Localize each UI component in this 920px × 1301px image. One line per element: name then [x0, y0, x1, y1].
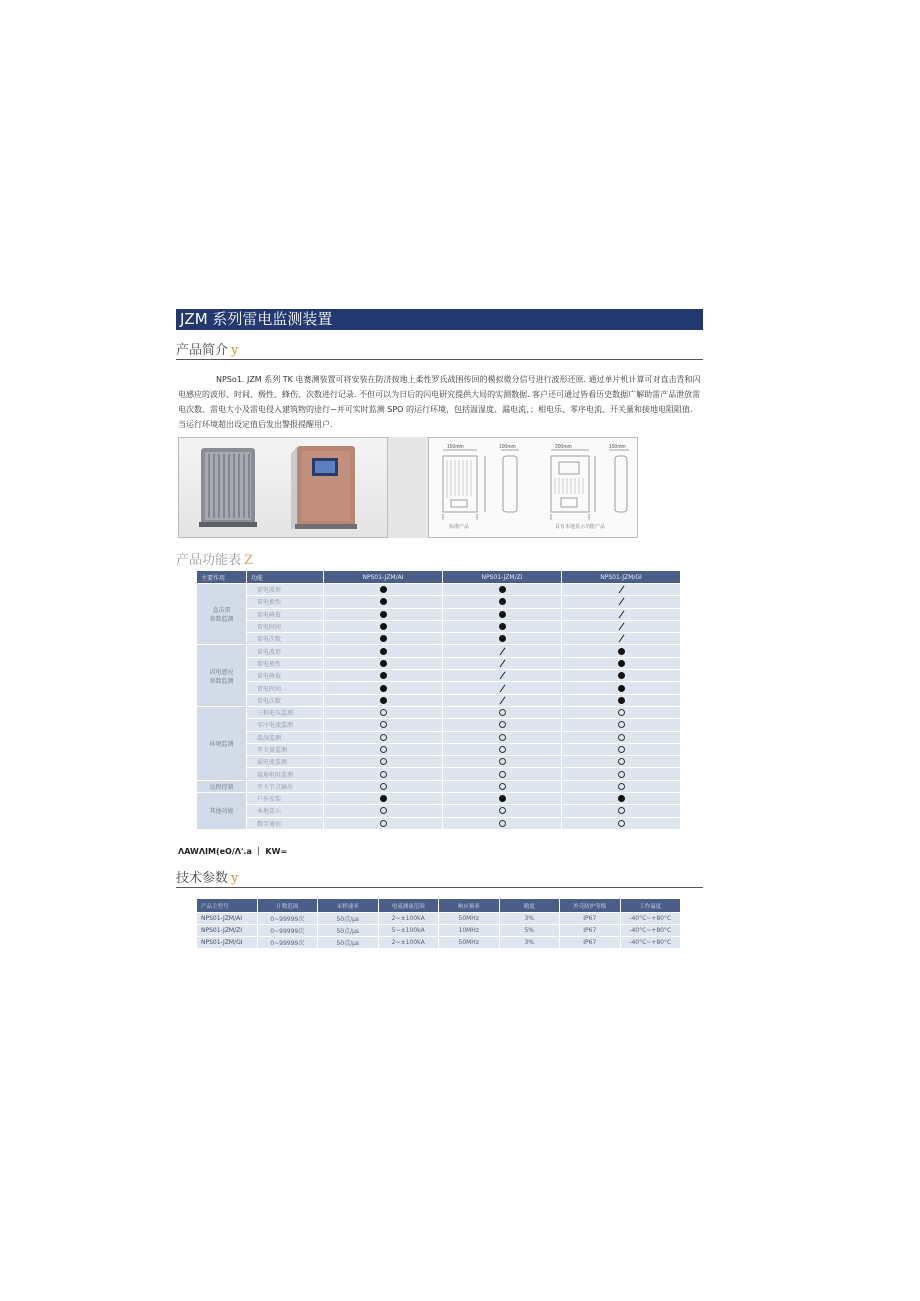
slash-symbol: [618, 611, 625, 618]
support-cell: [324, 768, 443, 780]
column-header: NPS01-JZM/GI: [562, 571, 681, 584]
support-cell: [443, 645, 562, 657]
dot-symbol: [618, 685, 625, 692]
support-cell: [324, 657, 443, 669]
column-header: NPS01-JZM/ZI: [443, 571, 562, 584]
slash-symbol: [499, 672, 506, 679]
ring-symbol: [618, 721, 625, 728]
slash-symbol: [499, 697, 506, 704]
table-cell: 50MHz: [439, 913, 500, 925]
table-row: [197, 584, 681, 596]
support-cell: [562, 719, 681, 731]
ring-symbol: [380, 820, 387, 827]
slash-symbol: [618, 598, 625, 605]
group-cell: 闪电感应 参数监测: [197, 645, 247, 706]
support-cell: [443, 817, 562, 829]
table-row: [197, 805, 681, 817]
support-cell: [562, 682, 681, 694]
section-mark: Z: [244, 553, 254, 568]
section-mark: y: [231, 343, 239, 358]
table-row: [197, 743, 681, 755]
support-cell: [562, 608, 681, 620]
ring-symbol: [499, 746, 506, 753]
function-table: [196, 570, 681, 830]
function-cell: 雷电波形: [247, 645, 324, 657]
support-cell: [562, 596, 681, 608]
support-cell: [562, 706, 681, 718]
intro-text: NPSo1. JZM 系列 TK 电赛测装置可将安装在防济按地上柔性罗氏战围传回的模拟微分信号进行波形还原. 通过单片机计算可对直击青和闪电感应的波形、时间、极性、蜂伤、次数进行记录. 不但可以为日后的闪电研究提供大局的实测数据. 客户还可通过皆看历史数据广解助雷产品泄放雷电次数、雷电大小及雷电侵入建筑物的途行~并可实时监测 SPO 的运行环境，包括温湿度、漏电流、；相电乐、零序电流、开关量和接地电阻阻值. 当运行环境超出设定值后发出警报提醒用户.: [178, 375, 701, 429]
support-cell: [562, 633, 681, 645]
support-cell: [324, 633, 443, 645]
support-cell: [324, 694, 443, 706]
dot-symbol: [380, 598, 387, 605]
column-header: 采样速率: [318, 899, 379, 913]
section-label: 技术参数: [176, 871, 229, 886]
table-row: [197, 694, 681, 706]
function-cell: 本地显示: [247, 805, 324, 817]
ring-symbol: [618, 746, 625, 753]
table-cell: 50点/μs: [318, 925, 379, 937]
dimension-label: 200mm: [555, 444, 572, 450]
support-cell: [324, 756, 443, 768]
group-cell: 其他功能: [197, 793, 247, 830]
support-cell: [443, 743, 562, 755]
table-cell: IP67: [560, 925, 621, 937]
dot-symbol: [618, 697, 625, 704]
dimension-label: 150mm: [447, 444, 464, 450]
dot-symbol: [380, 648, 387, 655]
support-cell: [324, 719, 443, 731]
spec-table: [196, 898, 681, 949]
dot-symbol: [380, 660, 387, 667]
column-header: 外壳防护等级: [560, 899, 621, 913]
support-cell: [324, 608, 443, 620]
function-cell: 雷电峰值: [247, 608, 324, 620]
table-cell: -40°C~+80°C: [620, 913, 681, 925]
ring-symbol: [380, 709, 387, 716]
product-photo-image: [179, 438, 387, 537]
support-cell: [443, 706, 562, 718]
dimension-label: 100mm: [499, 444, 516, 450]
table-cell: NPS01-JZM/GI: [197, 937, 258, 949]
ring-symbol: [380, 721, 387, 728]
function-cell: 接地电阻监测: [247, 768, 324, 780]
support-cell: [443, 780, 562, 792]
table-cell: -40°C~+80°C: [620, 937, 681, 949]
ring-symbol: [499, 783, 506, 790]
table-cell: 3%: [499, 913, 560, 925]
table-row: [197, 682, 681, 694]
support-cell: [562, 743, 681, 755]
slash-symbol: [618, 623, 625, 630]
dot-symbol: [618, 648, 625, 655]
table-row: [197, 913, 681, 925]
drawing-caption-left: 标准产品: [449, 524, 470, 530]
table-cell: NPS01-JZM/AI: [197, 913, 258, 925]
ring-symbol: [380, 807, 387, 814]
support-cell: [443, 731, 562, 743]
table-row: [197, 608, 681, 620]
table-cell: 50点/μs: [318, 913, 379, 925]
function-cell: 雷电波形: [247, 584, 324, 596]
slash-symbol: [618, 635, 625, 642]
dot-symbol: [380, 685, 387, 692]
table-cell: 0~99999次: [257, 937, 318, 949]
table-row: [197, 937, 681, 949]
table-row: [197, 633, 681, 645]
support-cell: [324, 780, 443, 792]
table-row: [197, 925, 681, 937]
dimension-drawing-image: [429, 438, 637, 537]
ring-symbol: [499, 820, 506, 827]
ring-symbol: [618, 758, 625, 765]
function-cell: 雷电极性: [247, 596, 324, 608]
group-cell: 远程控制: [197, 780, 247, 792]
dot-symbol: [380, 623, 387, 630]
support-cell: [562, 817, 681, 829]
support-cell: [562, 780, 681, 792]
dot-symbol: [499, 635, 506, 642]
support-cell: [443, 682, 562, 694]
column-header: 产品主型号: [197, 899, 258, 913]
table-row: [197, 596, 681, 608]
drawing-caption-right: 具有本地显示功能产品: [555, 524, 606, 530]
support-cell: [324, 682, 443, 694]
table-cell: IP67: [560, 913, 621, 925]
section-heading-intro: [176, 343, 703, 360]
dot-symbol: [380, 672, 387, 679]
table-row: [197, 620, 681, 632]
ring-symbol: [499, 709, 506, 716]
column-header: 精度: [499, 899, 560, 913]
support-cell: [443, 719, 562, 731]
table-cell: 3%: [499, 937, 560, 949]
section-heading-functions: [176, 553, 268, 569]
support-cell: [443, 608, 562, 620]
support-cell: [324, 596, 443, 608]
support-cell: [562, 793, 681, 805]
slash-symbol: [499, 648, 506, 655]
dot-symbol: [499, 611, 506, 618]
table-row: [197, 768, 681, 780]
ring-symbol: [618, 709, 625, 716]
dot-symbol: [380, 586, 387, 593]
dot-symbol: [380, 635, 387, 642]
support-cell: [324, 645, 443, 657]
table-row: [197, 719, 681, 731]
support-cell: [562, 731, 681, 743]
table-cell: -40°C~+80°C: [620, 925, 681, 937]
dimension-label: 150mm: [609, 444, 626, 450]
dot-symbol: [618, 795, 625, 802]
table-row: [197, 780, 681, 792]
dot-symbol: [380, 611, 387, 618]
support-cell: [443, 584, 562, 596]
dot-symbol: [499, 623, 506, 630]
dot-symbol: [618, 672, 625, 679]
dot-symbol: [499, 586, 506, 593]
function-table-header: [197, 571, 681, 584]
support-cell: [562, 670, 681, 682]
function-cell: 数字通信: [247, 817, 324, 829]
photo-divider: [388, 437, 428, 538]
table-row: [197, 817, 681, 829]
dimension-drawings: [428, 437, 638, 538]
table-row: [197, 731, 681, 743]
section-mark: y: [231, 871, 239, 886]
table-cell: IP67: [560, 937, 621, 949]
table-cell: 50MHz: [439, 937, 500, 949]
table-cell: 10MHz: [439, 925, 500, 937]
support-cell: [443, 596, 562, 608]
support-cell: [324, 706, 443, 718]
ring-symbol: [380, 734, 387, 741]
intro-paragraph: [178, 372, 703, 432]
table-row: [197, 645, 681, 657]
function-cell: 雷电峰值: [247, 670, 324, 682]
column-header: 电流测量范围: [378, 899, 439, 913]
function-cell: 零序电流监测: [247, 719, 324, 731]
support-cell: [443, 694, 562, 706]
column-header: 计数范围: [257, 899, 318, 913]
group-cell: 直击雷 参数监测: [197, 584, 247, 645]
support-cell: [324, 584, 443, 596]
ring-symbol: [499, 734, 506, 741]
ring-symbol: [499, 758, 506, 765]
dot-symbol: [380, 795, 387, 802]
spec-table-header: [197, 899, 681, 913]
dot-symbol: [618, 660, 625, 667]
table-row: [197, 793, 681, 805]
support-cell: [562, 657, 681, 669]
table-cell: 5%: [499, 925, 560, 937]
table-cell: 0~99999次: [257, 925, 318, 937]
support-cell: [562, 805, 681, 817]
table-cell: 50点/μs: [318, 937, 379, 949]
legend-text: ΛAWΛIM(eO/Λ'.a ｜ KW=: [178, 847, 288, 856]
section-heading-specs: [176, 871, 703, 888]
column-header: NPS01-JZM/AI: [324, 571, 443, 584]
ring-symbol: [618, 807, 625, 814]
column-header: 主要作用: [197, 571, 247, 584]
support-cell: [562, 584, 681, 596]
group-cell: 环境监测: [197, 706, 247, 780]
function-cell: 雷电次数: [247, 633, 324, 645]
function-cell: 雷电时间: [247, 620, 324, 632]
ring-symbol: [618, 734, 625, 741]
support-cell: [443, 633, 562, 645]
support-cell: [562, 756, 681, 768]
table-row: [197, 756, 681, 768]
support-cell: [324, 805, 443, 817]
support-cell: [562, 620, 681, 632]
ring-symbol: [380, 771, 387, 778]
support-cell: [324, 731, 443, 743]
function-cell: 户外安装: [247, 793, 324, 805]
table-cell: 2~±100kA: [378, 937, 439, 949]
support-cell: [562, 768, 681, 780]
ring-symbol: [380, 783, 387, 790]
ring-symbol: [499, 807, 506, 814]
table-row: [197, 670, 681, 682]
support-cell: [324, 743, 443, 755]
support-cell: [324, 620, 443, 632]
ring-symbol: [499, 771, 506, 778]
function-cell: 雷电时间: [247, 682, 324, 694]
support-cell: [443, 756, 562, 768]
support-cell: [443, 670, 562, 682]
support-cell: [443, 620, 562, 632]
function-cell: 雷电极性: [247, 657, 324, 669]
support-cell: [324, 817, 443, 829]
slash-symbol: [499, 660, 506, 667]
ring-symbol: [380, 746, 387, 753]
support-cell: [443, 793, 562, 805]
function-cell: 温湿监测: [247, 731, 324, 743]
table-cell: NPS01-JZM/ZI: [197, 925, 258, 937]
function-cell: 雷电次数: [247, 694, 324, 706]
function-cell: 开关节点输出: [247, 780, 324, 792]
ring-symbol: [618, 783, 625, 790]
ring-symbol: [618, 771, 625, 778]
support-cell: [443, 805, 562, 817]
product-photos: [178, 437, 388, 538]
function-table-body: [197, 584, 681, 830]
column-header: 工作温度: [620, 899, 681, 913]
column-header: 功能: [247, 571, 324, 584]
support-cell: [443, 657, 562, 669]
page-title: JZM 系列雷电监测装置: [176, 309, 703, 330]
dot-symbol: [499, 795, 506, 802]
slash-symbol: [499, 685, 506, 692]
table-cell: 5~±100kA: [378, 925, 439, 937]
table-row: [197, 657, 681, 669]
section-label: 产品功能表: [176, 553, 242, 568]
support-cell: [562, 645, 681, 657]
support-cell: [324, 670, 443, 682]
dot-symbol: [380, 697, 387, 704]
table-row: [197, 706, 681, 718]
support-cell: [324, 793, 443, 805]
function-cell: 漏电流监测: [247, 756, 324, 768]
ring-symbol: [499, 721, 506, 728]
ring-symbol: [380, 758, 387, 765]
spec-table-body: [197, 913, 681, 949]
table-cell: 2~±100kA: [378, 913, 439, 925]
function-cell: 开关量监测: [247, 743, 324, 755]
slash-symbol: [618, 586, 625, 593]
table-cell: 0~99999次: [257, 913, 318, 925]
support-cell: [562, 694, 681, 706]
ring-symbol: [618, 820, 625, 827]
support-cell: [443, 768, 562, 780]
column-header: 响应频率: [439, 899, 500, 913]
function-cell: 三相电压监测: [247, 706, 324, 718]
dot-symbol: [499, 598, 506, 605]
section-label: 产品简介: [176, 343, 229, 358]
